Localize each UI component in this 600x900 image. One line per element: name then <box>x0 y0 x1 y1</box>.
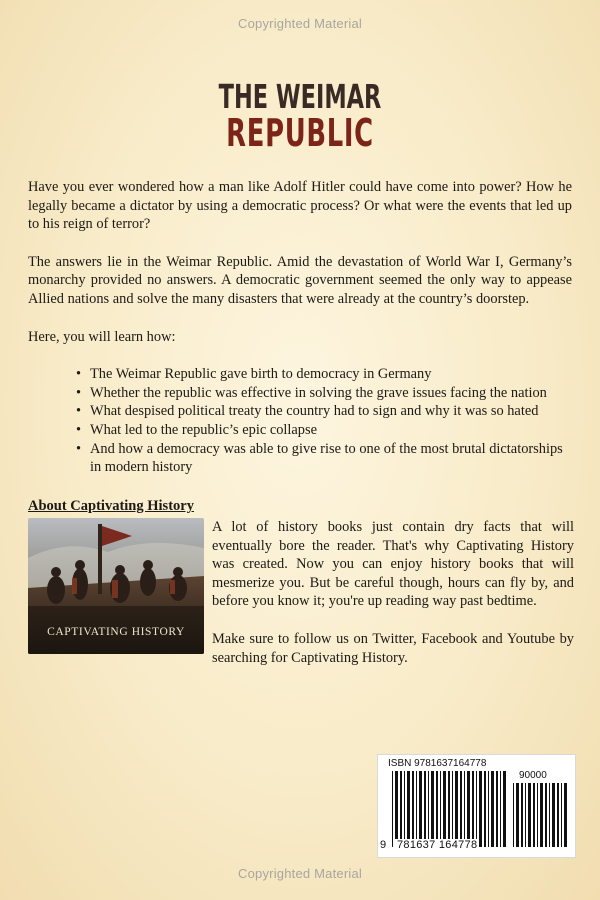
barcode-bar <box>552 783 555 847</box>
barcode-bar <box>428 771 429 847</box>
barcode-bar <box>392 771 393 847</box>
barcode-bar <box>564 783 567 847</box>
title-line-2: REPUBLIC <box>226 110 374 155</box>
publisher-image <box>28 518 204 654</box>
barcode-bar <box>395 771 398 847</box>
barcode-bar <box>484 771 486 847</box>
barcode-bar <box>516 783 519 847</box>
barcode-bar <box>464 771 465 847</box>
captivating-history-logo: CAPTIVATING HISTORY <box>47 626 185 638</box>
list-item: • The Weimar Republic gave birth to democracy in Germany <box>76 365 572 384</box>
barcode-bar <box>452 771 453 847</box>
barcode-bar <box>404 771 405 847</box>
list-item: • What led to the republic’s epic collapse <box>76 421 572 440</box>
barcode-bar <box>537 783 538 847</box>
list-item: • And how a democracy was able to give rise to one of the most brutal dictatorships in modern history <box>76 440 572 477</box>
barcode-bar <box>400 771 402 847</box>
barcode-bar <box>491 771 494 847</box>
barcode-bar <box>488 771 489 847</box>
barcode-bar <box>419 771 422 847</box>
barcode-bar <box>521 783 523 847</box>
barcode-bar <box>467 771 470 847</box>
barcode-bar <box>472 771 474 847</box>
barcode-bar <box>431 771 434 847</box>
learn-list <box>28 365 572 477</box>
about-heading: About Captivating History <box>28 498 194 514</box>
barcode-bar <box>476 771 477 847</box>
barcode-bar <box>533 783 535 847</box>
price-code: 90000 <box>519 770 547 781</box>
barcode-bar <box>496 771 498 847</box>
barcode-bar <box>440 771 441 847</box>
list-item: • What despised political treaty the country had to sign and why it was so hated <box>76 402 572 421</box>
barcode-bar <box>436 771 438 847</box>
blurb <box>28 178 572 477</box>
barcode-box <box>377 754 576 858</box>
barcode-bar <box>557 783 559 847</box>
book-title <box>96 77 504 155</box>
isbn-label: ISBN 9781637164778 <box>388 758 487 769</box>
intro-paragraph-1: Have you ever wondered how a man like Adolf Hitler could have come into power? How he legally became a dictator by using a democratic process? Or what were the events that led up to his reign of terror? <box>28 179 572 233</box>
barcode-bar <box>503 771 506 847</box>
barcode-bar <box>549 783 550 847</box>
about-paragraph-1: A lot of history books just contain dry facts that will eventually bore the reader. That's why Captivating History was created. Now you can enjoy history books that will mesmerize you. But be careful though, hours can fly by, and before you know it; you're up reading way past bedtime. <box>212 519 574 610</box>
about-paragraph-2: Make sure to follow us on Twitter, Facebook and Youtube by searching for Captivating History. <box>212 630 574 666</box>
watermark-bottom: Copyrighted Material <box>238 866 362 881</box>
barcode-bar <box>412 771 414 847</box>
barcode-bar <box>479 771 482 847</box>
barcode-bar <box>545 783 547 847</box>
barcode-bar <box>513 783 514 847</box>
barcode-bar <box>416 771 417 847</box>
barcode-bar <box>540 783 543 847</box>
barcode-bar <box>561 783 562 847</box>
watermark-top: Copyrighted Material <box>238 16 362 31</box>
barcode-bar <box>448 771 450 847</box>
about-text <box>212 518 574 686</box>
list-item: • Whether the republic was effective in solving the grave issues facing the nation <box>76 384 572 403</box>
title-line-1: THE WEIMAR <box>218 77 382 116</box>
intro-paragraph-2: The answers lie in the Weimar Republic. Amid the devastation of World War I, Germany’s monarchy provided no answers. A democratic government seemed the only way to appease Allied nations and solve the many disasters that were already at the country’s doorstep. <box>28 253 572 307</box>
barcode-bar <box>500 771 501 847</box>
barcode-bar <box>460 771 462 847</box>
barcode-bar <box>407 771 410 847</box>
barcode-bar <box>525 783 526 847</box>
barcode-bar <box>528 783 531 847</box>
barcode-digit-first: 9 <box>380 839 387 851</box>
barcode-bar <box>443 771 446 847</box>
barcode-bar <box>455 771 458 847</box>
barcode-digits: 781637 164778 <box>397 839 478 851</box>
barcode-bar <box>424 771 426 847</box>
intro-paragraph-3: Here, you will learn how: <box>28 328 176 345</box>
